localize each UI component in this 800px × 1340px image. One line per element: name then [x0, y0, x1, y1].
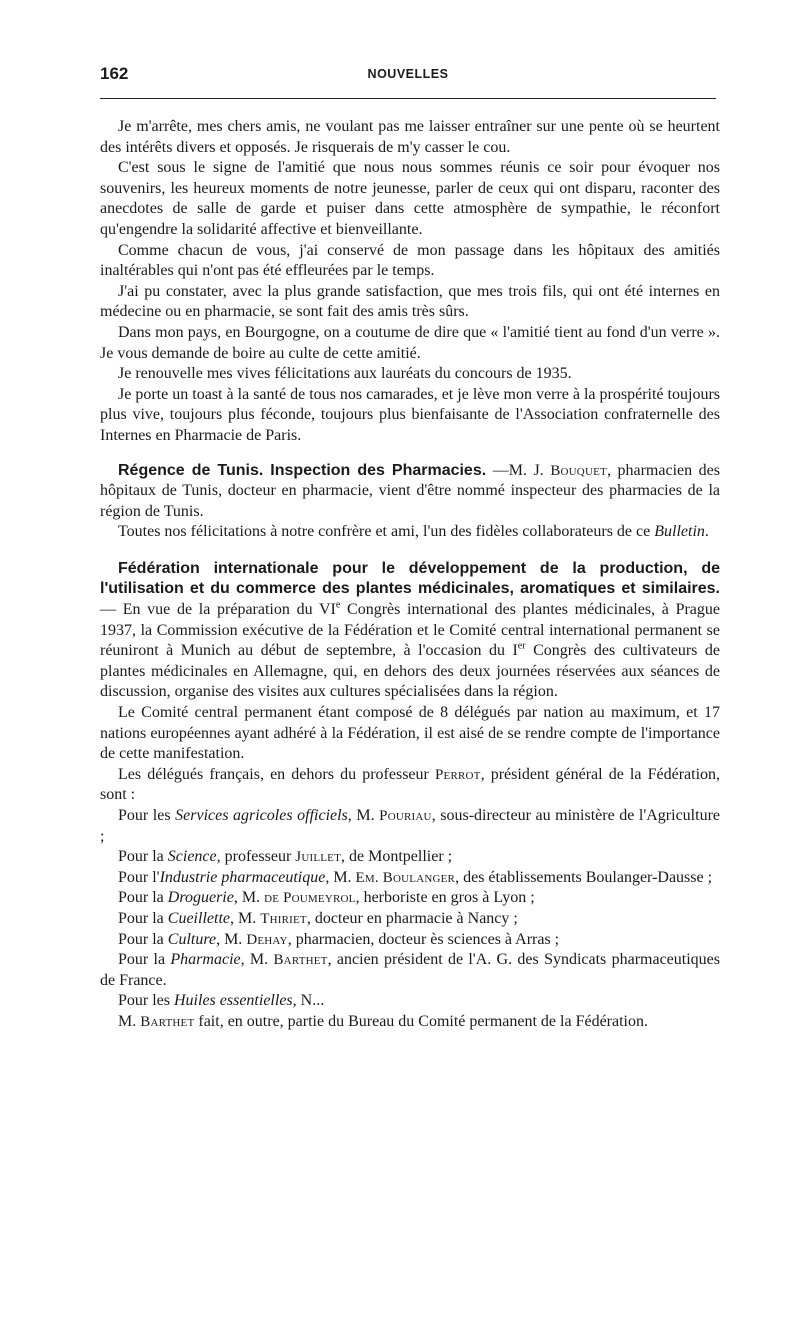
delegate-field: Huiles essentielles	[174, 992, 293, 1010]
section-spacer	[100, 543, 720, 559]
bulletin-title: Bulletin	[654, 523, 705, 541]
delegate-field: Science	[167, 848, 217, 866]
tunis-text: , pharmacien des hôpitaux de Tunis, docteur en pharmacie, vient d'être nommé inspecteur des pharmacies de la région de Tunis.	[100, 461, 721, 520]
delegate-entry: Pour l'Industrie pharmaceutique, M. Em. Boulanger, des établissements Boulanger-Dausse ;	[118, 868, 713, 886]
federation-paragraph	[100, 559, 720, 703]
federation-text: — En vue de la préparation du VI	[100, 601, 336, 619]
person-name: Juillet	[295, 849, 342, 866]
delegate-entry: Pour la Cueillette, M. Thiriet, docteur en pharmacie à Nancy ;	[118, 909, 518, 927]
speech-paragraph: Je porte un toast à la santé de tous nos camarades, et je lève mon verre à la prospérité toujours plus vive, toujours plus féconde, toujours plus bienfaisante de l'Association confraternelle des Internes en Pharmacie de Paris.	[100, 385, 720, 444]
tunis-paragraph	[100, 522, 720, 543]
federation-text: Les délégués français, en dehors du professeur	[118, 765, 435, 783]
federation-heading: Fédération internationale pour le développement de la production, de l'utilisation et du commerce des plantes médicinales, aromatiques et similaires.	[100, 559, 720, 598]
person-name: Barthet	[140, 1013, 195, 1030]
delegate-field: Pharmacie	[170, 951, 241, 969]
tunis-paragraph	[100, 461, 720, 523]
delegate-field: Cueillette	[167, 909, 230, 927]
federation-text: , président général de la Fédération, sont :	[100, 765, 721, 804]
speech-paragraph: Comme chacun de vous, j'ai conservé de mon passage dans les hôpitaux des amitiés inaltérables qui n'ont pas été effleurées par le temps.	[100, 241, 720, 280]
delegate-entry: Pour la Pharmacie, M. Barthet, ancien président de l'A. G. des Syndicats pharmaceutiques de France.	[100, 951, 720, 989]
delegate-entry: Pour la Culture, M. Dehay, pharmacien, docteur ès sciences à Arras ;	[118, 930, 560, 948]
federation-paragraph	[100, 765, 720, 806]
speech-paragraph: C'est sous le signe de l'amitié que nous nous sommes réunis ce soir pour évoquer nos souvenirs, les heureux moments de notre jeunesse, parler de ceux qui ont disparu, raconter des anecdotes de salle de garde et puiser dans cette atmosphère de sympathie, le réconfort qu'engendre la solidarité affective et bienveillante.	[100, 159, 720, 238]
superscript: e	[335, 599, 341, 611]
delegate-entry: Pour les Services agricoles officiels, M. Pouriau, sous-directeur au ministère de l'Agriculture ;	[100, 807, 721, 845]
delegate-entry: Pour la Science, professeur Juillet, de Montpellier ;	[118, 848, 453, 866]
person-name: Dehay	[246, 931, 288, 948]
running-title: NOUVELLES	[367, 67, 449, 81]
person-name: Pouriau	[379, 808, 432, 824]
superscript: er	[517, 640, 526, 652]
federation-text: Congrès des cultivateurs de plantes médicinales en Allemagne, qui, en dehors des deux journées réservées aux séances de discussion, organise des visites aux cultures spécialisées dans la région.	[100, 642, 720, 701]
delegate-entry: Pour la Droguerie, M. de Poumeyrol, herboriste en gros à Lyon ;	[118, 889, 535, 907]
person-name: Barthet	[273, 952, 328, 969]
speech-paragraph: Je m'arrête, mes chers amis, ne voulant pas me laisser entraîner sur une pente où se heurtent des intérêts divers et opposés. Je risquerais de m'y casser le cou.	[100, 118, 720, 156]
person-name: Bouquet	[550, 462, 607, 479]
page-number: 162	[100, 64, 129, 83]
speech-paragraph: Je renouvelle mes vives félicitations aux lauréats du concours de 1935.	[118, 365, 572, 383]
article-body	[100, 117, 720, 1033]
delegate-field: Industrie pharmaceutique	[159, 868, 326, 886]
tunis-heading: Régence de Tunis. Inspection des Pharmacies.	[118, 461, 487, 479]
tunis-dash: —M. J.	[486, 461, 551, 479]
federation-text: Congrès international des plantes médicinales, à Prague 1937, la Commission exécutive de la Fédération et le Comité central international permanent se réuniront à Munich au début de septembre, à l'occasion du I	[100, 601, 721, 660]
speech-paragraph: J'ai pu constater, avec la plus grande satisfaction, que mes trois fils, qui ont été internes en médecine ou en pharmacie, se sont fait des amis très sûrs.	[100, 282, 720, 321]
delegate-field: Services agricoles officiels	[175, 807, 348, 824]
person-name: de Poumeyrol	[264, 890, 356, 907]
delegate-field: Culture	[167, 930, 217, 948]
federation-paragraph: Le Comité central permanent étant composé de 8 délégués par nation au maximum, et 17 nations européennes ayant adhéré à la Fédération, il est aisé de se rendre compte de l'importance de cette manifestation.	[100, 704, 720, 763]
speech-paragraph: Dans mon pays, en Bourgogne, on a coutume de dire que « l'amitié tient au fond d'un verre ». Je vous demande de boire au culte de cette amitié.	[100, 323, 720, 362]
header-rule	[100, 98, 716, 99]
federation-closing: M. Barthet fait, en outre, partie du Bureau du Comité permanent de la Fédération.	[118, 1012, 648, 1030]
delegate-entry: Pour les Huiles essentielles, N...	[118, 992, 325, 1010]
delegates-list	[100, 806, 720, 1012]
person-name: Perrot	[434, 766, 481, 783]
person-name: Em. Boulanger	[355, 869, 456, 886]
tunis-text: Toutes nos félicitations à notre confrère et ami, l'un des fidèles collaborateurs de ce	[118, 523, 655, 541]
person-name: Thiriet	[260, 910, 307, 927]
tunis-text: .	[704, 523, 709, 541]
section-spacer	[100, 447, 720, 461]
delegate-field: Droguerie	[167, 889, 234, 907]
page-header	[100, 64, 716, 88]
